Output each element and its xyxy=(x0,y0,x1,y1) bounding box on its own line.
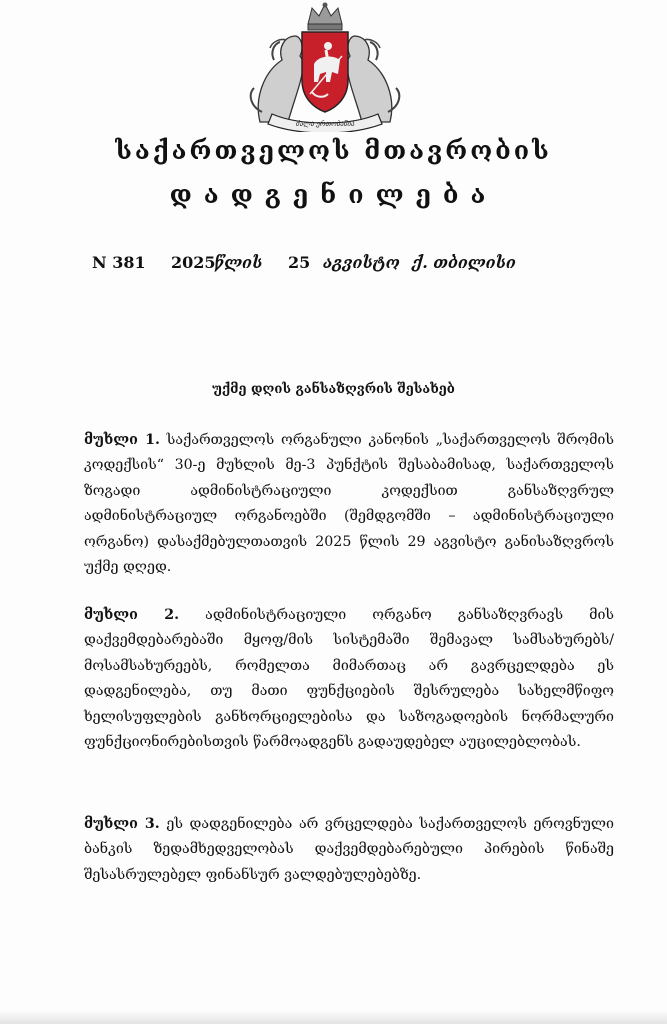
article-3 xyxy=(84,812,614,888)
georgia-coat-of-arms-icon xyxy=(240,2,410,132)
year-word: წლის xyxy=(214,253,263,272)
article-1-text: საქართველოს ორგანული კანონის „საქართველოს შრომის კოდექსის“ 30-ე მუხლის მე-3 პუნქტის შესაბამისად, საქართველოს ზოგადი ადმინისტრაციული კოდექსით განსაზღვრულ ადმინისტრაციულ ორგანოებში (შემდგომში – ადმინისტრაციული ორგანო) დასაქმებულთათვის 2025 წლის 29 აგვისტო განისაზღვროს უქმე დღედ. xyxy=(84,432,614,576)
resolution-month: აგვისტო xyxy=(323,253,400,272)
resolution-year: 2025 xyxy=(171,253,216,272)
article-3-label: მუხლი 3. xyxy=(84,816,160,832)
title-government: საქართველოს მთავრობის xyxy=(115,136,552,165)
article-3-text: ეს დადგენილება არ ვრცელდება საქართველოს ეროვნული ბანკის ზედამხედველობას დაქვემდებარებული პირების წინაშე შესასრულებელ ფინანსურ ვალდებულებებზე. xyxy=(84,816,614,883)
article-1-label: მუხლი 1. xyxy=(84,432,160,448)
resolution-day: 25 xyxy=(288,253,311,272)
page-bottom-edge xyxy=(0,1010,667,1024)
article-2-label: მუხლი 2. xyxy=(84,607,180,623)
title-resolution: დადგენილება xyxy=(169,180,498,209)
resolution-city: ქ. თბილისი xyxy=(412,253,516,272)
article-2 xyxy=(84,603,614,755)
resolution-number: N 381 xyxy=(92,253,146,272)
resolution-subject: უქმე დღის განსაზღვრის შესახებ xyxy=(212,382,455,397)
article-1 xyxy=(84,428,614,580)
emblem-ribbon-text: ძალა ერთობაშია xyxy=(295,120,355,128)
article-2-text: ადმინისტრაციული ორგანო განსაზღვრავს მის დაქვემდებარებაში მყოფ/მის სისტემაში შემავალ სამსახურებს/ მოსამსახურეებს, რომელთა მიმართაც არ გავრცელდება ეს დადგენილება, თუ მათი ფუნქციების შესრულება სახელმწიფო ხელისუფლების განხორციელებისა და საზოგადოების ნორმალური ფუნქციონირებისთვის წარმოადგენს გადაუდებელ აუცილებლობას. xyxy=(84,607,614,751)
